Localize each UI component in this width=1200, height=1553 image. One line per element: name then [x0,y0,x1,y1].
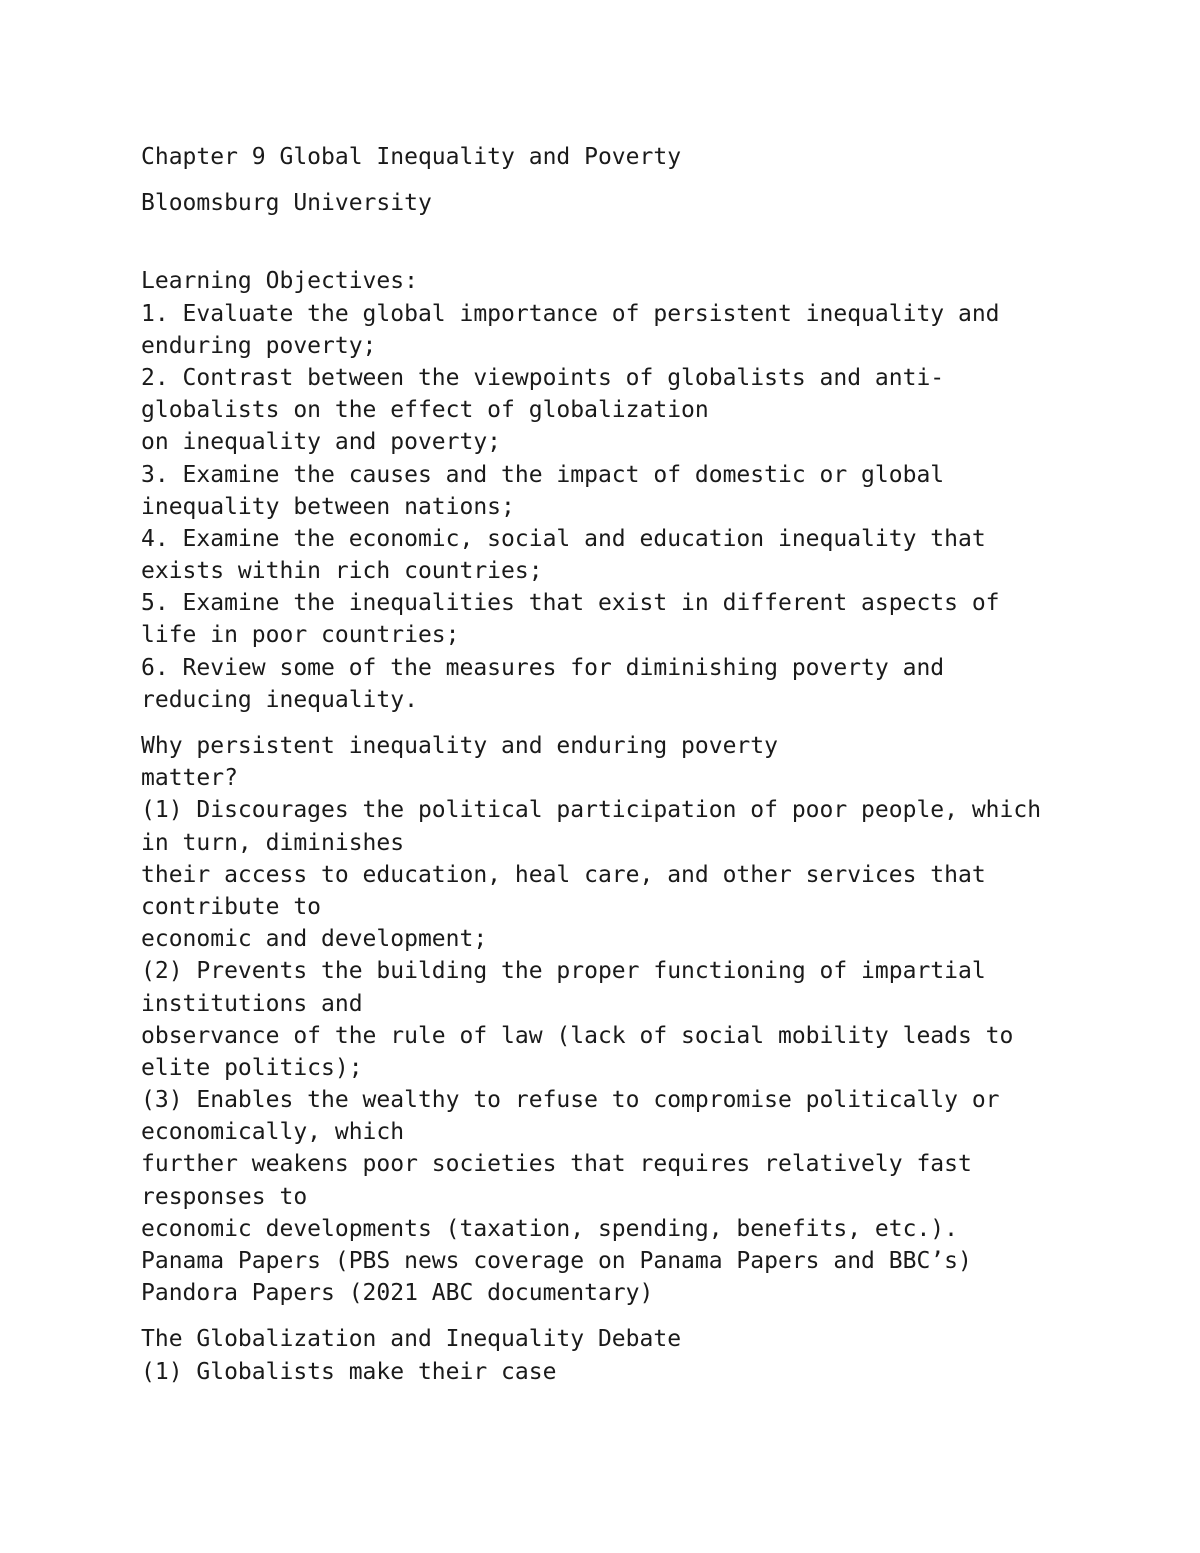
spacer [141,1309,1141,1323]
debate-section [141,1323,1141,1387]
institution-name: Bloomsburg University [141,190,432,217]
objective-line: 5. Examine the inequalities that exist in different aspects of [141,590,1000,617]
objective-line: 3. Examine the causes and the impact of domestic or global [141,461,945,488]
objective-line: exists within rich countries; [141,558,543,585]
paragraph-line: further weakens poor societies that requires relatively fast [141,1151,972,1178]
paragraph-line: Pandora Papers (2021 ABC documentary) [141,1280,654,1307]
paragraph-line: (2) Prevents the building the proper functioning of impartial [141,958,986,985]
objective-line: reducing inequality. [141,686,418,713]
paragraph-line: (1) Globalists make their case [141,1358,557,1385]
section-heading: The Globalization and Inequality Debate [141,1326,682,1353]
objective-line: enduring poverty; [141,332,377,359]
objective-line: life in poor countries; [141,622,460,649]
section-heading: Learning Objectives: [141,268,418,295]
paragraph-line: observance of the rule of law (lack of social mobility leads to [141,1022,1014,1049]
spacer [141,219,1141,265]
why-matter-section [141,730,1141,1309]
paragraph-line: economic developments (taxation, spending, benefits, etc.). [141,1215,958,1242]
paragraph-line: institutions and [141,990,363,1017]
paragraph-line: economic and development; [141,926,488,953]
paragraph-line: contribute to [141,893,322,920]
spacer [141,173,1141,187]
paragraph-line: their access to education, heal care, and other services that [141,861,986,888]
paragraph-line: (3) Enables the wealthy to refuse to compromise politically or [141,1087,1000,1114]
spacer [141,716,1141,730]
paragraph-line: responses to [141,1183,308,1210]
paragraph-line: in turn, diminishes [141,829,405,856]
paragraph-line: Panama Papers (PBS news coverage on Panama Papers and BBC’s) [141,1248,972,1274]
objective-line: 2. Contrast between the viewpoints of globalists and anti- [141,364,945,391]
paragraph-line: matter? [141,765,238,792]
document-title: Chapter 9 Global Inequality and Poverty [141,144,682,170]
learning-objectives-section [141,265,1141,716]
objective-line: 4. Examine the economic, social and education inequality that [141,525,986,552]
paragraph-line: Why persistent inequality and enduring poverty [141,733,778,759]
objective-line: on inequality and poverty; [141,429,502,456]
objective-line: globalists on the effect of globalization [141,397,709,424]
objective-line: 1. Evaluate the global importance of persistent inequality and [141,300,1000,327]
paragraph-line: economically, which [141,1119,405,1146]
document-content [141,141,1141,1388]
objective-line: 6. Review some of the measures for diminishing poverty and [141,654,945,681]
objective-line: inequality between nations; [141,493,515,520]
paragraph-line: elite politics); [141,1054,363,1081]
paragraph-line: (1) Discourages the political participation of poor people, which [141,797,1042,824]
